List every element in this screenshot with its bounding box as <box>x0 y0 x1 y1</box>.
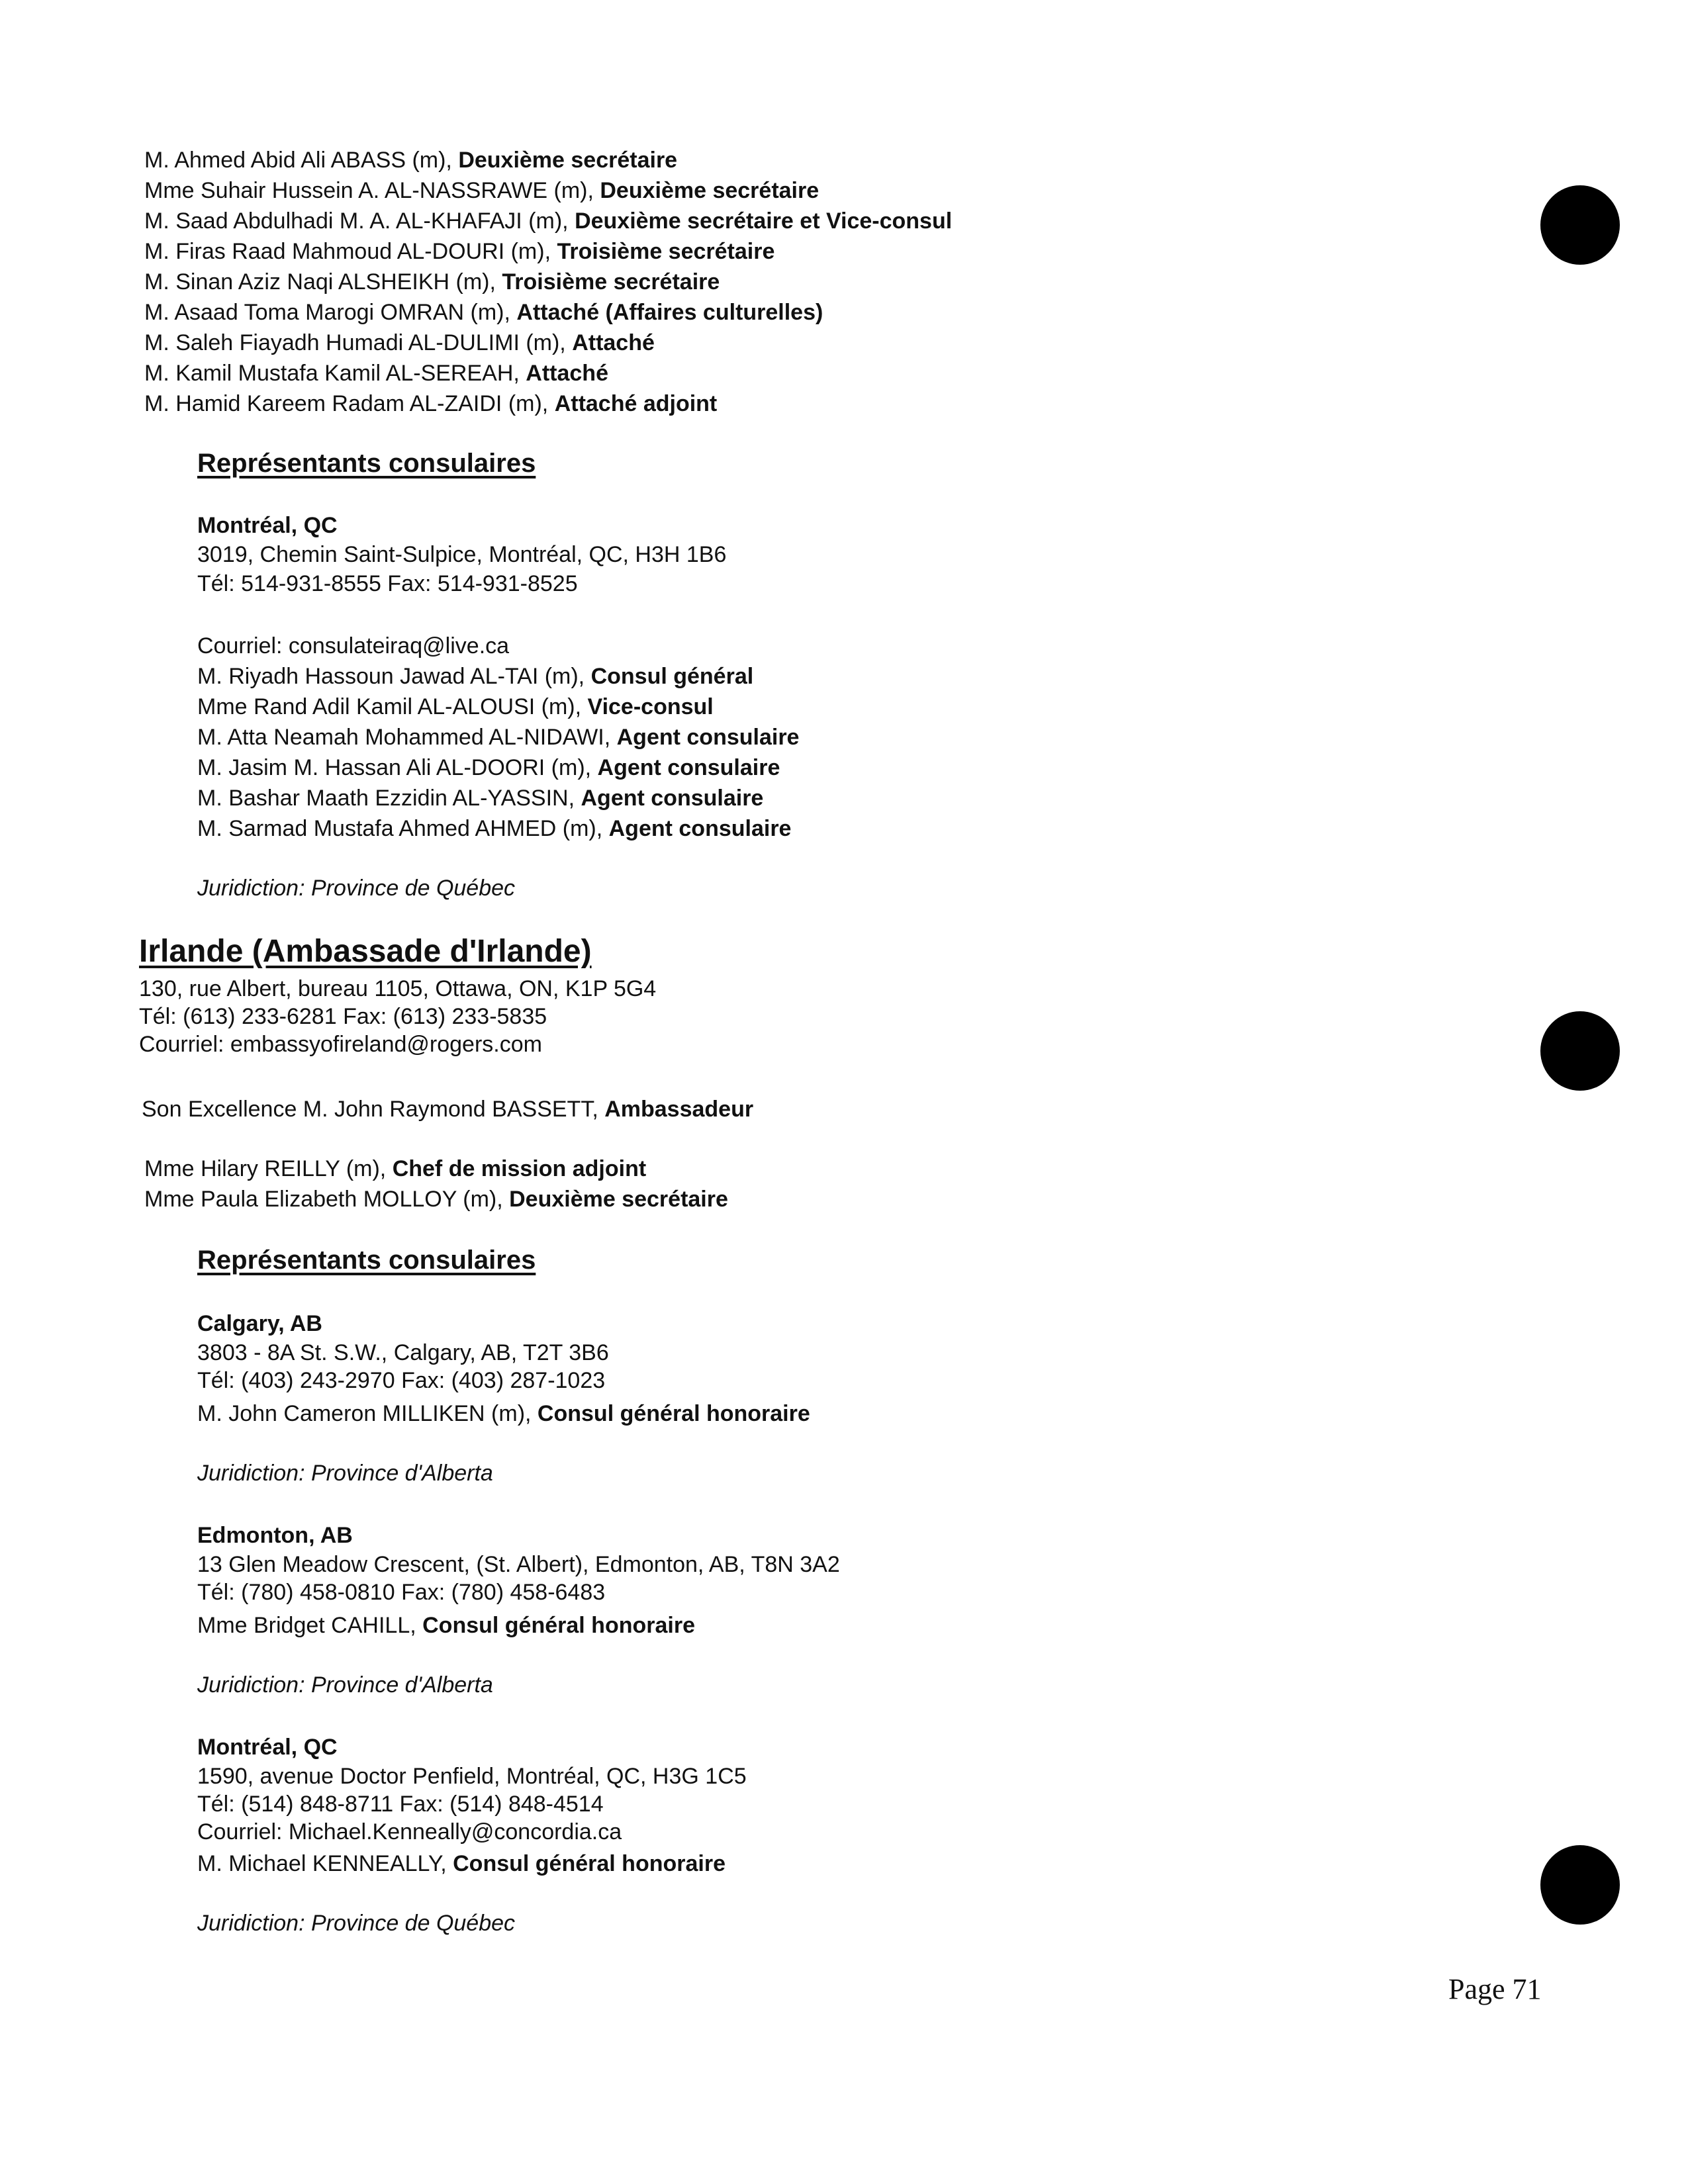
jurisdiction: Juridiction: Province de Québec <box>197 1911 516 1936</box>
binder-hole <box>1540 1011 1620 1091</box>
section-heading-consular: Représentants consulaires <box>197 1246 536 1275</box>
binder-hole <box>1540 1845 1620 1925</box>
staff-line: M. Saad Abdulhadi M. A. AL-KHAFAJI (m), Deuxième secrétaire et Vice-consul <box>144 208 953 234</box>
binder-hole <box>1540 185 1620 265</box>
consulate-email: Courriel: Michael.Kenneally@concordia.ca <box>197 1819 622 1844</box>
consulate-address: 13 Glen Meadow Crescent, (St. Albert), Edmonton, AB, T8N 3A2 <box>197 1552 840 1577</box>
staff-line: M. Sarmad Mustafa Ahmed AHMED (m), Agent consulaire <box>197 816 792 841</box>
staff-line: M. Kamil Mustafa Kamil AL-SEREAH, Attaché <box>144 361 608 386</box>
consulate-phone: Tél: (403) 243-2970 Fax: (403) 287-1023 <box>197 1368 606 1393</box>
staff-line: Mme Suhair Hussein A. AL-NASSRAWE (m), Deuxième secrétaire <box>144 178 820 203</box>
consulate-phone: Tél: (514) 848-8711 Fax: (514) 848-4514 <box>197 1792 604 1817</box>
staff-line: M. Jasim M. Hassan Ali AL-DOORI (m), Agent consulaire <box>197 755 780 780</box>
ambassador-line: Son Excellence M. John Raymond BASSETT, Ambassadeur <box>142 1097 754 1122</box>
embassy-phone: Tél: (613) 233-6281 Fax: (613) 233-5835 <box>139 1004 547 1029</box>
staff-line: Mme Rand Adil Kamil AL-ALOUSI (m), Vice-consul <box>197 694 714 719</box>
staff-line: M. Riyadh Hassoun Jawad AL-TAI (m), Consul général <box>197 664 754 689</box>
section-heading-consular: Représentants consulaires <box>197 449 536 478</box>
staff-line: M. Asaad Toma Marogi OMRAN (m), Attaché (Affaires culturelles) <box>144 300 823 325</box>
jurisdiction: Juridiction: Province d'Alberta <box>197 1672 493 1698</box>
staff-line: M. Atta Neamah Mohammed AL-NIDAWI, Agent consulaire <box>197 725 800 750</box>
consulate-address: 3019, Chemin Saint-Sulpice, Montréal, QC, H3H 1B6 <box>197 542 727 567</box>
staff-line: M. Hamid Kareem Radam AL-ZAIDI (m), Attaché adjoint <box>144 391 718 416</box>
staff-line: M. Bashar Maath Ezzidin AL-YASSIN, Agent consulaire <box>197 786 764 811</box>
consulate-city: Edmonton, AB <box>197 1523 353 1548</box>
consulate-phone: Tél: 514-931-8555 Fax: 514-931-8525 <box>197 571 578 596</box>
staff-line: M. Ahmed Abid Ali ABASS (m), Deuxième secrétaire <box>144 148 678 173</box>
embassy-address: 130, rue Albert, bureau 1105, Ottawa, ON, K1P 5G4 <box>139 976 657 1001</box>
page-number: Page 71 <box>1448 1973 1542 2005</box>
consulate-city: Montréal, QC <box>197 513 338 538</box>
consulate-address: 1590, avenue Doctor Penfield, Montréal, QC, H3G 1C5 <box>197 1764 747 1789</box>
staff-line: Mme Bridget CAHILL, Consul général honoraire <box>197 1613 695 1638</box>
staff-line: M. Michael KENNEALLY, Consul général honoraire <box>197 1851 726 1876</box>
consulate-address: 3803 - 8A St. S.W., Calgary, AB, T2T 3B6 <box>197 1340 609 1365</box>
consulate-phone: Tél: (780) 458-0810 Fax: (780) 458-6483 <box>197 1580 606 1605</box>
staff-line: Mme Hilary REILLY (m), Chef de mission adjoint <box>144 1156 647 1181</box>
jurisdiction: Juridiction: Province d'Alberta <box>197 1461 493 1486</box>
staff-line: M. John Cameron MILLIKEN (m), Consul général honoraire <box>197 1401 810 1426</box>
staff-line: M. Saleh Fiayadh Humadi AL-DULIMI (m), Attaché <box>144 330 655 355</box>
jurisdiction: Juridiction: Province de Québec <box>197 876 516 901</box>
country-heading: Irlande (Ambassade d'Irlande) <box>139 934 592 969</box>
embassy-email: Courriel: embassyofireland@rogers.com <box>139 1032 542 1057</box>
consulate-city: Calgary, AB <box>197 1311 322 1336</box>
staff-line: M. Firas Raad Mahmoud AL-DOURI (m), Troisième secrétaire <box>144 239 775 264</box>
staff-line: Mme Paula Elizabeth MOLLOY (m), Deuxième secrétaire <box>144 1187 728 1212</box>
consulate-email: Courriel: consulateiraq@live.ca <box>197 633 510 659</box>
consulate-city: Montréal, QC <box>197 1735 338 1760</box>
staff-line: M. Sinan Aziz Naqi ALSHEIKH (m), Troisième secrétaire <box>144 269 720 295</box>
